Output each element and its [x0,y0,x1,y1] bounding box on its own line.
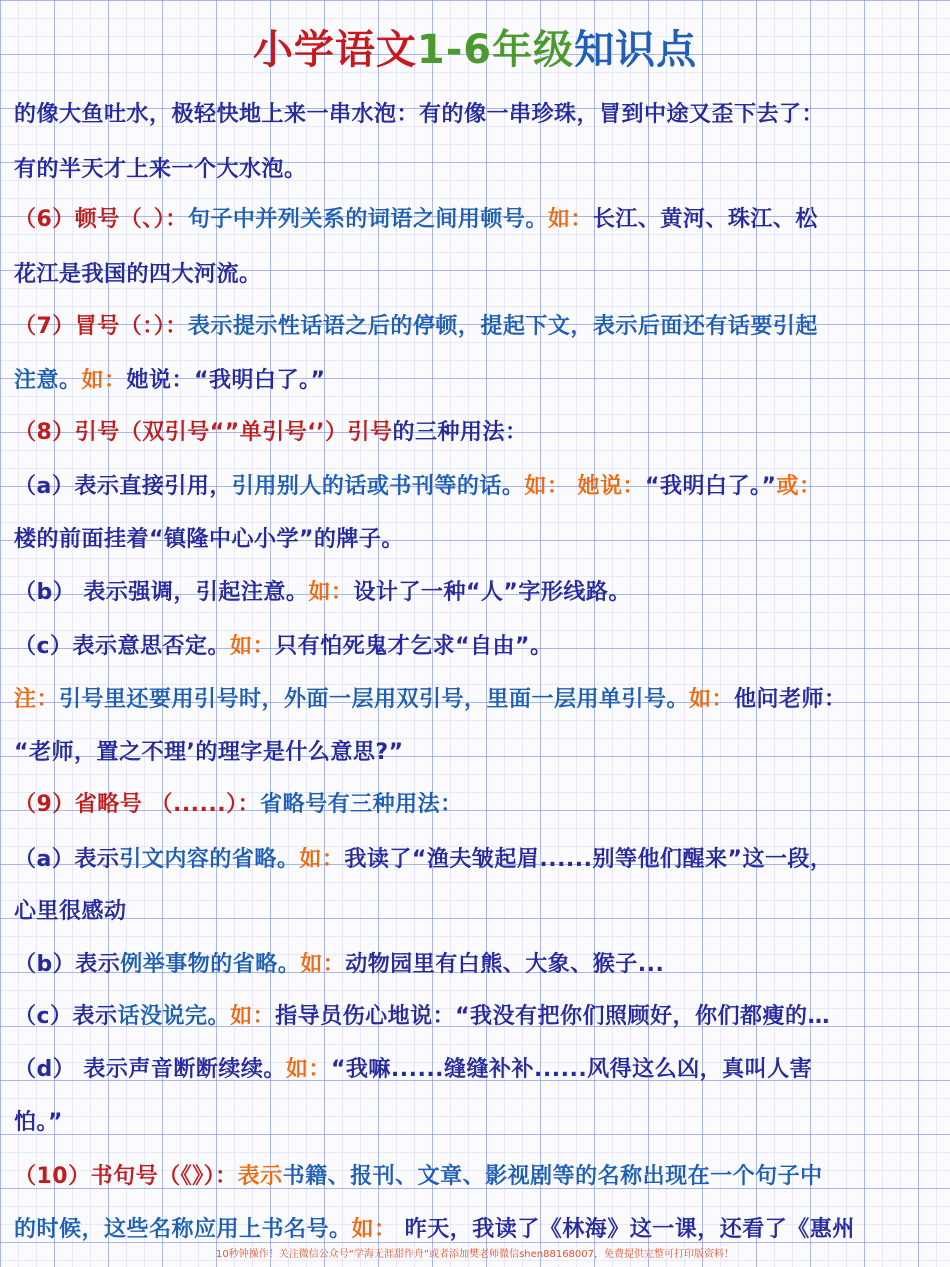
text-segment: 她说：“我明白了。” [126,368,326,393]
text-segment: （b） 表示强调，引起注意。 [14,580,309,605]
text-segment: 如： [299,847,345,872]
text-segment: 的三种用法： [392,420,528,445]
text-line [14,155,946,185]
text-segment: 如： [285,1057,331,1082]
text-segment: 例举事物的省略。 [120,952,301,977]
text-segment: （8）引号（双引号“”单引号‘’）引号 [14,420,393,445]
text-segment: 或： [776,474,822,499]
text-line [14,845,946,875]
text-segment: 心里很感动 [14,899,127,924]
text-segment: （7）冒号（：）： [14,314,188,339]
text-segment: （10）书句号（《》）： [14,1164,238,1189]
text-segment: 如： [81,368,127,393]
text-segment: （b）表示 [14,952,121,977]
page-title [0,22,950,78]
footer-notice: 10秒钟操作！关注微信公众号“学海无涯甜作舟”或者添加樊老师微信shen88168007，免费提供完整可打印版资料！ [215,1249,735,1260]
text-segment: 有的半天才上来一个大水泡。 [14,157,307,182]
text-segment: （c）表示意思否定。 [14,634,231,659]
text-segment: （d） 表示声音断断续续。 [14,1057,286,1082]
text-segment: （6）顿号（、）： [14,207,188,232]
text-segment: 指导员伤心地说：“我没有把你们照顾好，你们都瘦的… [275,1004,831,1029]
text-segment: 引号里还要用引号时，外面一层用双引号，里面一层用单引号。 [59,687,690,712]
text-segment: 设计了一种“人”字形线路。 [353,580,631,605]
text-segment: 只有怕死鬼才乞求“自由”。 [275,634,553,659]
text-segment: “我嘛......缝缝补补......风得这么凶，真叫人害 [330,1057,813,1082]
text-line [14,525,946,555]
text-line [14,578,946,608]
text-line [14,1162,946,1192]
text-line [14,205,946,235]
text-segment: 他问老师： [734,687,847,712]
text-line [14,1055,946,1085]
text-segment: 我读了“渔夫皱起眉......别等他们醒来”这一段， [344,847,833,872]
text-segment: 怕。” [14,1110,63,1135]
text-segment: 长江、黄河、珠江、松 [592,207,818,232]
text-line [14,897,946,927]
title-part-3: 知识点 [574,27,698,73]
text-segment: 如： [230,634,276,659]
text-segment: 如： [547,207,593,232]
text-segment: 引文内容的省略。 [119,847,300,872]
text-segment: 的时候，这些名称应用上书名号。 [14,1217,352,1242]
text-segment: 话没说完。 [117,1004,231,1029]
text-segment: “老师，置之不理’的理字是什么意思?” [14,740,404,765]
text-line [14,685,946,715]
text-segment: 如： [689,687,735,712]
text-segment: 省略号有三种用法： [260,792,463,817]
text-line [14,472,946,502]
text-segment: 花江是我国的四大河流。 [14,262,262,287]
text-segment: 如： [300,952,346,977]
text-segment: （a）表示直接引用， [14,474,232,499]
text-line [14,950,946,980]
text-segment: 注意。 [14,368,82,393]
text-line [14,790,946,820]
text-line [14,312,946,342]
text-segment: 表示 [237,1164,283,1189]
title-part-1: 小学语文 [252,27,417,73]
text-line [14,1002,946,1032]
title-part-2: 1-6年级 [416,27,575,73]
text-segment: 注： [14,687,60,712]
text-segment: 如： [230,1004,276,1029]
text-segment: 的像大鱼吐水，极轻快地上来一串水泡：有的像一串珍珠，冒到中途又歪下去了： [14,102,825,127]
text-segment: 如： [351,1217,397,1242]
text-segment: （a）表示 [14,847,120,872]
text-segment: 动物园里有白熊、大象、猴子... [345,952,665,977]
text-segment: 书籍、报刊、文章、影视剧等的名称出现在一个句子中 [282,1164,823,1189]
text-line [14,1215,946,1245]
text-segment: 句子中并列关系的词语之间用顿号。 [187,207,548,232]
text-segment: 引用别人的话或书刊等的话。 [231,474,525,499]
text-segment: （c）表示 [14,1004,118,1029]
text-line [14,1108,946,1138]
text-line [14,418,946,448]
text-segment: 如： [308,580,354,605]
text-line [14,632,946,662]
text-segment: 表示提示性话语之后的停顿，提起下文，表示后面还有话要引起 [187,314,818,339]
text-line [14,738,946,768]
text-line [14,260,946,290]
text-segment: 昨天，我读了《林海》这一课，还看了《惠州 [396,1217,855,1242]
text-segment: （9）省略号 （......）： [14,792,261,817]
text-segment: 楼的前面挂着“镇隆中心小学”的牌子。 [14,527,404,552]
text-line [14,100,946,130]
text-segment: “我明白了。” [645,474,777,499]
text-line [14,366,946,396]
text-segment: 如： 她说： [524,474,646,499]
